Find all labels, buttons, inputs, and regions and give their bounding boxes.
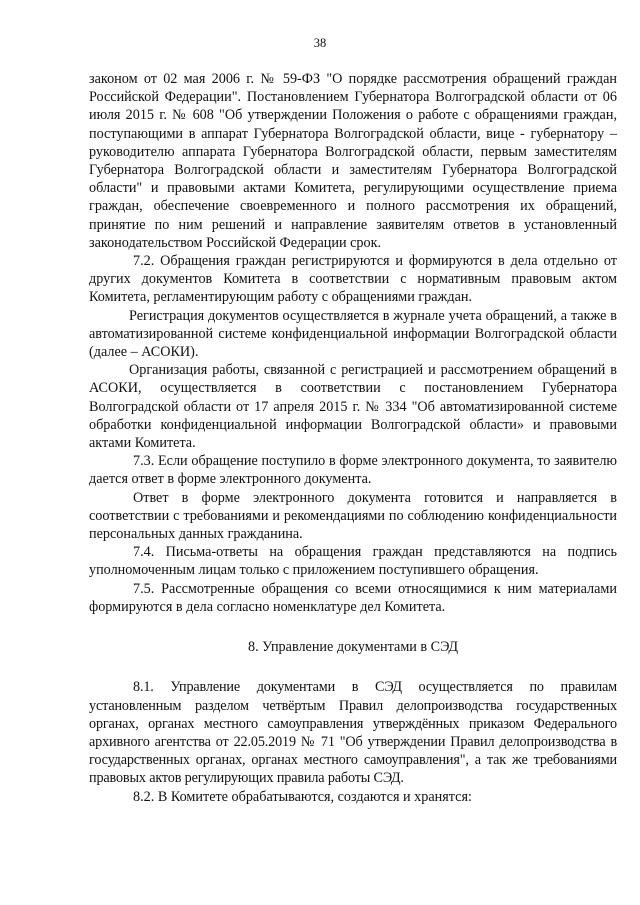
paragraph-registration: Регистрация документов осуществляется в журнале учета обращений, а также в автоматизированной системе конфиденциальной информации Волгоградской области (далее – АСОКИ). xyxy=(89,307,617,361)
paragraph-8-2: 8.2. В Комитете обрабатываются, создаются и хранятся: xyxy=(133,788,472,805)
paragraph-asoki-organization: Организация работы, связанной с регистрацией и рассмотрением обращений в АСОКИ, осуществляется в соответствии с постановлением Губернатора Волгоградской области от 17 апреля 2015 г. № 334 "Об автоматизированной системе обработки конфиденциальной информации Волгоградской области» и правовыми актами Комитета. xyxy=(89,362,617,452)
page-number: 38 xyxy=(313,36,327,50)
paragraph-7-4: 7.4. Письма-ответы на обращения граждан представляются на подпись уполномоченным лицам только с приложением поступившего обращения. xyxy=(89,544,617,579)
section-heading: 8. Управление документами в СЭД xyxy=(247,639,458,656)
paragraph-8-1: 8.1. Управление документами в СЭД осуществляется по правилам установленным разделом четвёртым Правил делопроизводства государственных органах, органах местного самоуправления утверждённых приказом Федерального архивного агентства от 22.05.2019 № 71 "Об утверждении Правил делопроизводства в государственных органах, органах местного самоуправления", а так же требованиями правовых актов регулирующих правила работы СЭД. xyxy=(89,679,617,787)
paragraph-7-2: 7.2. Обращения граждан регистрируются и формируются в дела отдельно от других документов Комитета в соответствии с нормативным правовым актом Комитета, регламентирующим работу с обращениями граждан. xyxy=(89,253,617,306)
document-body xyxy=(89,70,617,806)
paragraph-7-3: 7.3. Если обращение поступило в форме электронного документа, то заявителю дается ответ в форме электронного документа. xyxy=(89,453,617,488)
paragraph-7-5: 7.5. Рассмотренные обращения со всеми относящимися к ним материалами формируются в дела согласно номенклатуре дел Комитета. xyxy=(89,580,617,615)
paragraph-electronic-answer: Ответ в форме электронного документа готовится и направляется в соответствии с требованиями и рекомендациями по соблюдению конфиденциальности персональных данных гражданина. xyxy=(89,489,617,543)
paragraph-law-continuation: законом от 02 мая 2006 г. № 59-ФЗ "О порядке рассмотрения обращений граждан Российской Федерации". Постановлением Губернатора Волгоградской области от 06 июля 2015 г. № 608 "Об утверждении Положения о работе с обращениями граждан, поступающими в аппарат Губернатора Волгоградской области, вице - губернатору – руководителю аппарата Губернатора Волгоградской области, первым заместителям Губернатора Волгоградской области и заместителям Губернатора Волгоградской области" и правовыми актами Комитета, регулирующими осуществление приема граждан, обеспечение своевременного и полного рассмотрения их обращений, принятие по ним решений и направление заявителям ответов в установленный законодательством Российской Федерации срок. xyxy=(89,71,617,251)
